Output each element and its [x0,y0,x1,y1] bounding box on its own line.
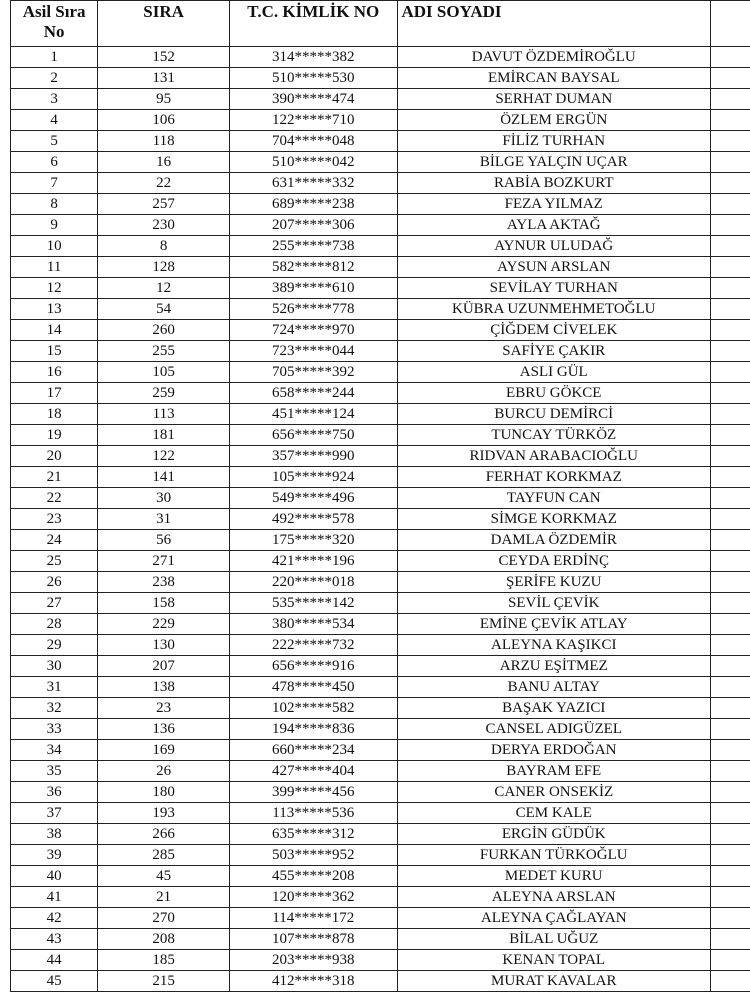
cell-tc-kimlik: 107*****878 [229,929,397,950]
cell-adi-soyadi: BİLAL UĞUZ [397,929,711,950]
cell-empty [711,698,750,719]
cell-tc-kimlik: 704*****048 [229,131,397,152]
cell-tc-kimlik: 492*****578 [229,509,397,530]
cell-tc-kimlik: 689*****238 [229,194,397,215]
cell-tc-kimlik: 455*****208 [229,866,397,887]
cell-adi-soyadi: SAFİYE ÇAKIR [397,341,711,362]
cell-asil-sira: 41 [11,887,98,908]
table-row [11,761,750,782]
cell-adi-soyadi: ALEYNA ARSLAN [397,887,711,908]
cell-adi-soyadi: RIDVAN ARABACIOĞLU [397,446,711,467]
cell-tc-kimlik: 451*****124 [229,404,397,425]
table-row [11,236,750,257]
table-row [11,908,750,929]
cell-adi-soyadi: ARZU EŞİTMEZ [397,656,711,677]
cell-asil-sira: 44 [11,950,98,971]
cell-sira: 230 [98,215,230,236]
cell-adi-soyadi: AYLA AKTAĞ [397,215,711,236]
cell-sira: 54 [98,299,230,320]
cell-sira: 23 [98,698,230,719]
table-row [11,614,750,635]
cell-adi-soyadi: RABİA BOZKURT [397,173,711,194]
table-row [11,803,750,824]
cell-adi-soyadi: BAYRAM EFE [397,761,711,782]
cell-tc-kimlik: 220*****018 [229,572,397,593]
table-row [11,446,750,467]
cell-asil-sira: 12 [11,278,98,299]
cell-sira: 285 [98,845,230,866]
header-sira: SIRA [98,1,230,47]
cell-empty [711,719,750,740]
cell-sira: 118 [98,131,230,152]
cell-sira: 8 [98,236,230,257]
table-row [11,362,750,383]
table-row [11,782,750,803]
cell-empty [711,509,750,530]
cell-asil-sira: 17 [11,383,98,404]
cell-asil-sira: 31 [11,677,98,698]
cell-asil-sira: 28 [11,614,98,635]
cell-tc-kimlik: 631*****332 [229,173,397,194]
table-row [11,404,750,425]
cell-sira: 12 [98,278,230,299]
cell-asil-sira: 38 [11,824,98,845]
cell-asil-sira: 23 [11,509,98,530]
cell-asil-sira: 13 [11,299,98,320]
table-row [11,740,750,761]
cell-tc-kimlik: 102*****582 [229,698,397,719]
table-row [11,173,750,194]
cell-tc-kimlik: 255*****738 [229,236,397,257]
cell-empty [711,446,750,467]
cell-tc-kimlik: 510*****530 [229,68,397,89]
cell-tc-kimlik: 122*****710 [229,110,397,131]
cell-empty [711,740,750,761]
cell-asil-sira: 42 [11,908,98,929]
cell-adi-soyadi: MURAT KAVALAR [397,971,711,992]
cell-tc-kimlik: 389*****610 [229,278,397,299]
cell-tc-kimlik: 412*****318 [229,971,397,992]
cell-asil-sira: 18 [11,404,98,425]
cell-empty [711,572,750,593]
cell-adi-soyadi: KÜBRA UZUNMEHMETOĞLU [397,299,711,320]
cell-adi-soyadi: ALEYNA ÇAĞLAYAN [397,908,711,929]
cell-empty [711,866,750,887]
cell-tc-kimlik: 582*****812 [229,257,397,278]
cell-sira: 113 [98,404,230,425]
cell-empty [711,278,750,299]
cell-adi-soyadi: ÖZLEM ERGÜN [397,110,711,131]
cell-sira: 208 [98,929,230,950]
cell-sira: 152 [98,47,230,68]
cell-sira: 30 [98,488,230,509]
cell-adi-soyadi: ÇİĞDEM CİVELEK [397,320,711,341]
cell-empty [711,530,750,551]
cell-asil-sira: 26 [11,572,98,593]
table-row [11,824,750,845]
cell-empty [711,488,750,509]
table-row [11,677,750,698]
table-row [11,593,750,614]
cell-adi-soyadi: DAVUT ÖZDEMİROĞLU [397,47,711,68]
table-row [11,68,750,89]
cell-tc-kimlik: 723*****044 [229,341,397,362]
cell-sira: 21 [98,887,230,908]
cell-sira: 215 [98,971,230,992]
cell-sira: 180 [98,782,230,803]
cell-asil-sira: 33 [11,719,98,740]
cell-asil-sira: 19 [11,425,98,446]
cell-empty [711,215,750,236]
cell-adi-soyadi: DAMLA ÖZDEMİR [397,530,711,551]
cell-empty [711,887,750,908]
cell-empty [711,173,750,194]
table-row [11,551,750,572]
cell-tc-kimlik: 421*****196 [229,551,397,572]
cell-empty [711,47,750,68]
cell-tc-kimlik: 660*****234 [229,740,397,761]
cell-asil-sira: 20 [11,446,98,467]
cell-tc-kimlik: 656*****750 [229,425,397,446]
cell-empty [711,320,750,341]
table-row [11,425,750,446]
cell-adi-soyadi: EMİNE ÇEVİK ATLAY [397,614,711,635]
cell-asil-sira: 5 [11,131,98,152]
cell-adi-soyadi: EMİRCAN BAYSAL [397,68,711,89]
cell-adi-soyadi: SEVİL ÇEVİK [397,593,711,614]
table-row [11,257,750,278]
cell-tc-kimlik: 175*****320 [229,530,397,551]
cell-adi-soyadi: ŞERİFE KUZU [397,572,711,593]
cell-asil-sira: 36 [11,782,98,803]
cell-adi-soyadi: FURKAN TÜRKOĞLU [397,845,711,866]
cell-sira: 95 [98,89,230,110]
cell-tc-kimlik: 120*****362 [229,887,397,908]
cell-sira: 22 [98,173,230,194]
cell-empty [711,824,750,845]
table-row [11,110,750,131]
cell-adi-soyadi: DERYA ERDOĞAN [397,740,711,761]
cell-asil-sira: 2 [11,68,98,89]
cell-asil-sira: 21 [11,467,98,488]
cell-adi-soyadi: BANU ALTAY [397,677,711,698]
cell-tc-kimlik: 427*****404 [229,761,397,782]
cell-tc-kimlik: 635*****312 [229,824,397,845]
cell-asil-sira: 27 [11,593,98,614]
cell-asil-sira: 30 [11,656,98,677]
table-row [11,635,750,656]
cell-empty [711,68,750,89]
cell-sira: 136 [98,719,230,740]
cell-tc-kimlik: 503*****952 [229,845,397,866]
cell-adi-soyadi: AYSUN ARSLAN [397,257,711,278]
cell-asil-sira: 16 [11,362,98,383]
table-row [11,488,750,509]
cell-sira: 207 [98,656,230,677]
cell-adi-soyadi: AYNUR ULUDAĞ [397,236,711,257]
table-row [11,698,750,719]
cell-adi-soyadi: TAYFUN CAN [397,488,711,509]
cell-sira: 257 [98,194,230,215]
table-row [11,131,750,152]
cell-empty [711,299,750,320]
cell-asil-sira: 9 [11,215,98,236]
cell-adi-soyadi: FERHAT KORKMAZ [397,467,711,488]
cell-asil-sira: 40 [11,866,98,887]
cell-adi-soyadi: ERGİN GÜDÜK [397,824,711,845]
cell-adi-soyadi: CEM KALE [397,803,711,824]
cell-asil-sira: 7 [11,173,98,194]
cell-empty [711,152,750,173]
cell-asil-sira: 35 [11,761,98,782]
cell-empty [711,614,750,635]
cell-adi-soyadi: SEVİLAY TURHAN [397,278,711,299]
table-row [11,971,750,992]
table-row [11,467,750,488]
cell-sira: 158 [98,593,230,614]
cell-tc-kimlik: 222*****732 [229,635,397,656]
header-adi-soyadi: ADI SOYADI [397,1,711,47]
table-body [11,47,750,992]
cell-empty [711,635,750,656]
cell-empty [711,761,750,782]
header-asil-sira: Asil Sıra No [11,1,98,47]
cell-empty [711,803,750,824]
cell-adi-soyadi: ALEYNA KAŞIKCI [397,635,711,656]
cell-sira: 229 [98,614,230,635]
cell-empty [711,362,750,383]
cell-sira: 270 [98,908,230,929]
cell-empty [711,194,750,215]
cell-sira: 260 [98,320,230,341]
table-row [11,47,750,68]
cell-sira: 185 [98,950,230,971]
cell-adi-soyadi: CEYDA ERDİNÇ [397,551,711,572]
cell-adi-soyadi: CANSEL ADIGÜZEL [397,719,711,740]
cell-empty [711,971,750,992]
cell-empty [711,929,750,950]
cell-asil-sira: 8 [11,194,98,215]
cell-adi-soyadi: CANER ONSEKİZ [397,782,711,803]
cell-sira: 130 [98,635,230,656]
cell-adi-soyadi: ASLI GÜL [397,362,711,383]
cell-sira: 31 [98,509,230,530]
table-row [11,89,750,110]
cell-sira: 105 [98,362,230,383]
table-row [11,950,750,971]
cell-sira: 181 [98,425,230,446]
cell-empty [711,908,750,929]
cell-tc-kimlik: 207*****306 [229,215,397,236]
cell-asil-sira: 25 [11,551,98,572]
cell-tc-kimlik: 113*****536 [229,803,397,824]
cell-empty [711,782,750,803]
table-row [11,572,750,593]
cell-tc-kimlik: 357*****990 [229,446,397,467]
cell-empty [711,425,750,446]
cell-tc-kimlik: 194*****836 [229,719,397,740]
cell-tc-kimlik: 380*****534 [229,614,397,635]
cell-sira: 56 [98,530,230,551]
header-row [11,1,750,47]
cell-adi-soyadi: SERHAT DUMAN [397,89,711,110]
table-row [11,887,750,908]
cell-tc-kimlik: 105*****924 [229,467,397,488]
cell-sira: 238 [98,572,230,593]
cell-tc-kimlik: 526*****778 [229,299,397,320]
cell-sira: 131 [98,68,230,89]
cell-asil-sira: 15 [11,341,98,362]
table-row [11,845,750,866]
table-row [11,299,750,320]
cell-tc-kimlik: 658*****244 [229,383,397,404]
cell-sira: 169 [98,740,230,761]
cell-adi-soyadi: TUNCAY TÜRKÖZ [397,425,711,446]
cell-asil-sira: 3 [11,89,98,110]
cell-adi-soyadi: BURCU DEMİRCİ [397,404,711,425]
cell-asil-sira: 1 [11,47,98,68]
cell-adi-soyadi: KENAN TOPAL [397,950,711,971]
cell-sira: 266 [98,824,230,845]
cell-asil-sira: 6 [11,152,98,173]
cell-asil-sira: 22 [11,488,98,509]
cell-sira: 141 [98,467,230,488]
cell-sira: 16 [98,152,230,173]
cell-asil-sira: 14 [11,320,98,341]
cell-empty [711,845,750,866]
cell-empty [711,341,750,362]
cell-sira: 122 [98,446,230,467]
cell-asil-sira: 34 [11,740,98,761]
table-row [11,194,750,215]
cell-empty [711,950,750,971]
cell-empty [711,467,750,488]
cell-adi-soyadi: SİMGE KORKMAZ [397,509,711,530]
header-tc-kimlik: T.C. KİMLİK NO [229,1,397,47]
cell-asil-sira: 32 [11,698,98,719]
cell-adi-soyadi: BİLGE YALÇIN UÇAR [397,152,711,173]
cell-sira: 138 [98,677,230,698]
cell-sira: 193 [98,803,230,824]
cell-empty [711,383,750,404]
cell-asil-sira: 4 [11,110,98,131]
cell-adi-soyadi: EBRU GÖKCE [397,383,711,404]
cell-empty [711,110,750,131]
cell-asil-sira: 10 [11,236,98,257]
cell-sira: 255 [98,341,230,362]
table-row [11,278,750,299]
cell-asil-sira: 37 [11,803,98,824]
cell-empty [711,656,750,677]
cell-tc-kimlik: 478*****450 [229,677,397,698]
cell-adi-soyadi: BAŞAK YAZICI [397,698,711,719]
cell-empty [711,89,750,110]
cell-empty [711,131,750,152]
cell-tc-kimlik: 314*****382 [229,47,397,68]
cell-tc-kimlik: 656*****916 [229,656,397,677]
cell-tc-kimlik: 705*****392 [229,362,397,383]
table-row [11,656,750,677]
cell-tc-kimlik: 399*****456 [229,782,397,803]
cell-asil-sira: 45 [11,971,98,992]
cell-asil-sira: 29 [11,635,98,656]
header-empty [711,1,750,47]
cell-tc-kimlik: 724*****970 [229,320,397,341]
table-row [11,341,750,362]
cell-empty [711,404,750,425]
cell-tc-kimlik: 549*****496 [229,488,397,509]
cell-sira: 128 [98,257,230,278]
cell-adi-soyadi: MEDET KURU [397,866,711,887]
cell-tc-kimlik: 535*****142 [229,593,397,614]
cell-asil-sira: 39 [11,845,98,866]
table-row [11,719,750,740]
cell-tc-kimlik: 203*****938 [229,950,397,971]
cell-sira: 271 [98,551,230,572]
cell-tc-kimlik: 390*****474 [229,89,397,110]
cell-adi-soyadi: FİLİZ TURHAN [397,131,711,152]
table-row [11,530,750,551]
cell-tc-kimlik: 510*****042 [229,152,397,173]
cell-sira: 26 [98,761,230,782]
table-row [11,866,750,887]
cell-adi-soyadi: FEZA YILMAZ [397,194,711,215]
cell-empty [711,677,750,698]
cell-sira: 45 [98,866,230,887]
cell-empty [711,236,750,257]
table-row [11,929,750,950]
cell-asil-sira: 43 [11,929,98,950]
table-row [11,383,750,404]
cell-tc-kimlik: 114*****172 [229,908,397,929]
table-row [11,215,750,236]
cell-empty [711,257,750,278]
cell-empty [711,551,750,572]
cell-sira: 106 [98,110,230,131]
cell-sira: 259 [98,383,230,404]
table-row [11,152,750,173]
cell-asil-sira: 24 [11,530,98,551]
cell-empty [711,593,750,614]
table-row [11,320,750,341]
cell-asil-sira: 11 [11,257,98,278]
table-row [11,509,750,530]
candidate-table [10,0,750,992]
